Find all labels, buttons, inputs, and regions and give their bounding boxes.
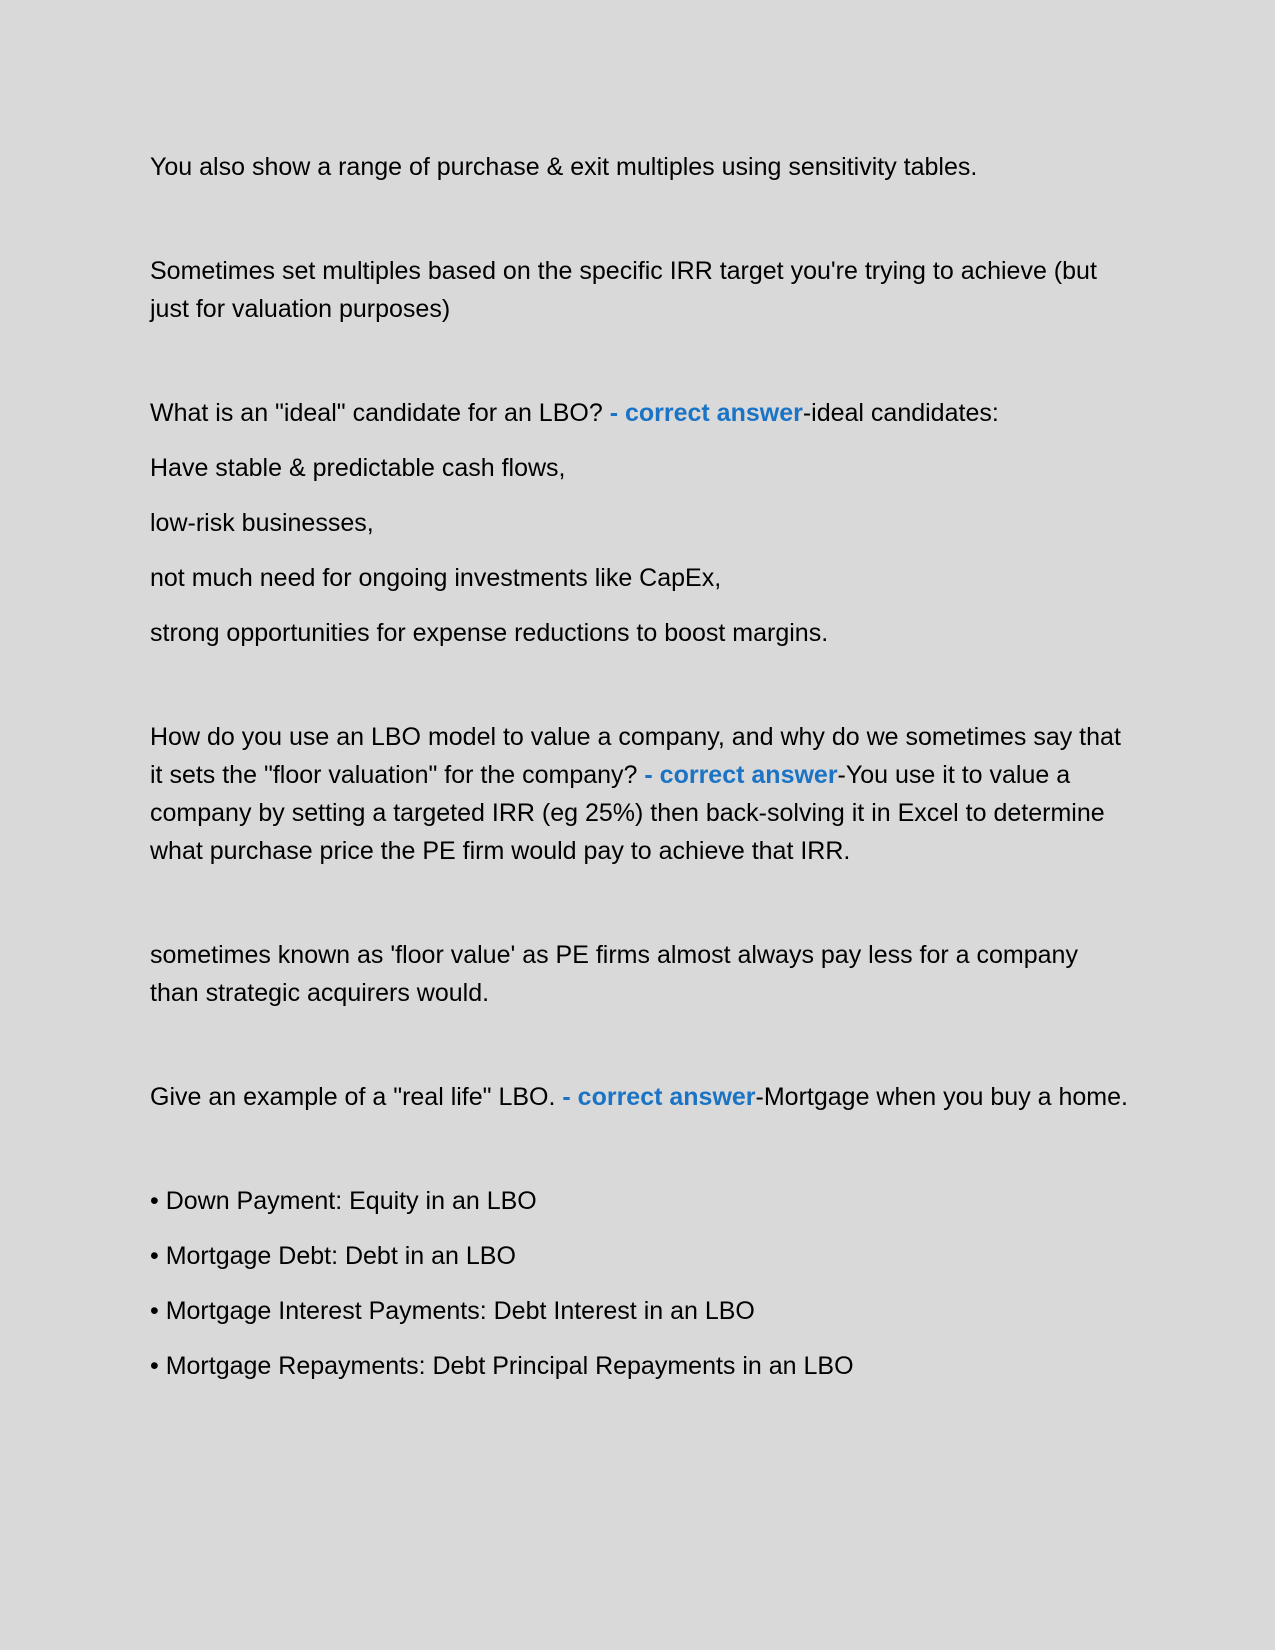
answer-text: -Mortgage when you buy a home.	[755, 1083, 1128, 1111]
bullet-item: • Mortgage Debt: Debt in an LBO	[150, 1242, 516, 1270]
correct-answer-label: - correct answer	[644, 761, 838, 789]
question-text: How do you use an LBO model to value a company, and why do we sometimes say that it sets the "floor valuation" for the company?	[150, 723, 1121, 789]
paragraph-sensitivity: You also show a range of purchase & exit multiples using sensitivity tables.	[150, 153, 978, 181]
paragraph-floor-value: sometimes known as 'floor value' as PE firms almost always pay less for a company than strategic acquirers would.	[150, 941, 1078, 1007]
question-real-life-lbo	[150, 1078, 1130, 1116]
candidate-line: strong opportunities for expense reductions to boost margins.	[150, 619, 829, 647]
correct-answer-label: - correct answer	[562, 1083, 756, 1111]
candidate-line: not much need for ongoing investments like CapEx,	[150, 564, 722, 592]
bullet-item: • Mortgage Repayments: Debt Principal Repayments in an LBO	[150, 1352, 854, 1380]
answer-text: -You use it to value a company by setting a targeted IRR (eg 25%) then back-solving it in Excel to determine what purchase price the PE firm would pay to achieve that IRR.	[150, 761, 1105, 865]
document-page	[150, 148, 1130, 1385]
candidate-line: low-risk businesses,	[150, 509, 374, 537]
bullet-item: • Mortgage Interest Payments: Debt Interest in an LBO	[150, 1297, 755, 1325]
question-ideal-candidate	[150, 394, 1130, 432]
question-text: Give an example of a "real life" LBO.	[150, 1083, 563, 1111]
answer-text: -ideal candidates:	[802, 399, 999, 427]
paragraph-irr-target: Sometimes set multiples based on the specific IRR target you're trying to achieve (but just for valuation purposes)	[150, 257, 1097, 323]
candidate-line: Have stable & predictable cash flows,	[150, 454, 566, 482]
bullet-item: • Down Payment: Equity in an LBO	[150, 1187, 537, 1215]
correct-answer-label: - correct answer	[609, 399, 803, 427]
question-floor-valuation	[150, 718, 1130, 870]
question-text: What is an "ideal" candidate for an LBO?	[150, 399, 610, 427]
